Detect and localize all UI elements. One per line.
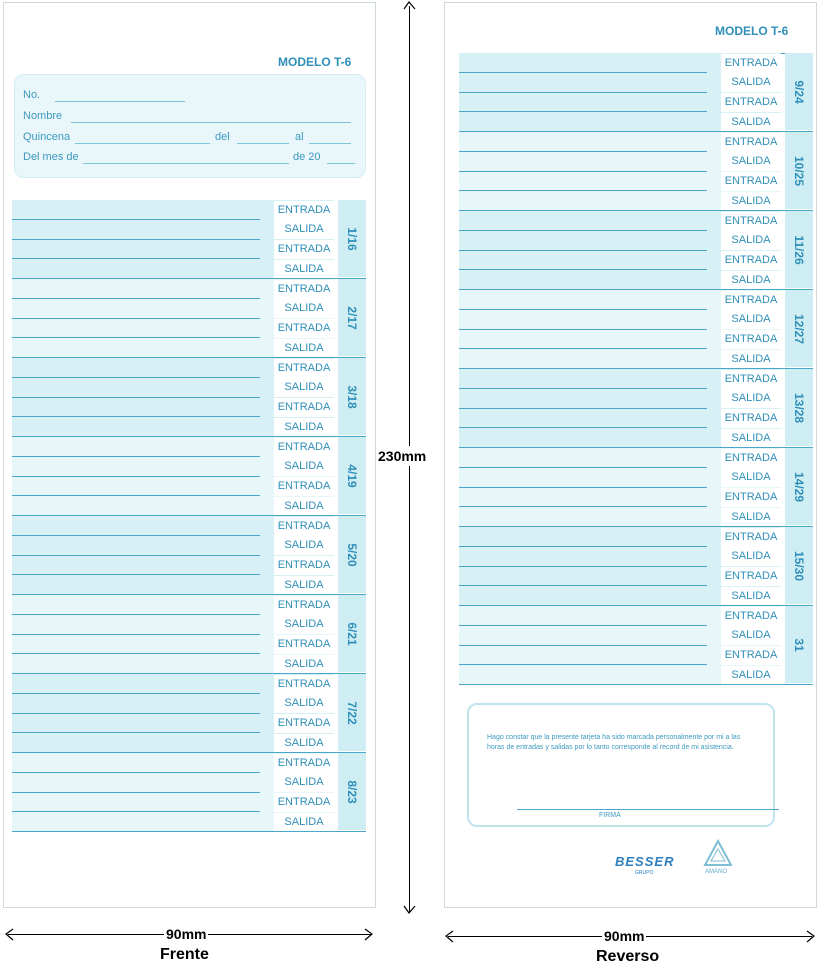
back-salida-label: SALIDA: [721, 192, 781, 211]
back-salida-label: SALIDA: [721, 468, 781, 487]
front-entrada-label: ENTRADA: [274, 280, 334, 299]
front-day-label: 1/16: [345, 226, 359, 251]
back-entrada-label: ENTRADA: [721, 330, 781, 349]
no-line[interactable]: [55, 101, 185, 102]
front-salida-label: SALIDA: [274, 615, 334, 634]
back-entrada-label: ENTRADA: [721, 646, 781, 665]
besser-logo: BESSER: [615, 854, 675, 869]
back-day-label: 9/24: [792, 79, 806, 104]
front-entrada-label: ENTRADA: [274, 635, 334, 654]
back-time-line[interactable]: [459, 546, 707, 547]
back-salida-label: SALIDA: [721, 271, 781, 290]
back-time-line[interactable]: [459, 645, 707, 646]
front-day-label: 3/18: [345, 384, 359, 409]
front-arrow-left-icon: [4, 928, 14, 941]
arrow-down-icon: [403, 905, 416, 915]
front-salida-label: SALIDA: [274, 457, 334, 476]
quincena-label: Quincena: [23, 131, 71, 143]
back-entrada-label: ENTRADA: [721, 409, 781, 428]
front-salida-label: SALIDA: [274, 536, 334, 555]
front-time-line[interactable]: [12, 614, 260, 615]
front-time-line[interactable]: [12, 397, 260, 398]
de20-label: de 20: [293, 151, 321, 163]
front-time-line[interactable]: [12, 377, 260, 378]
front-arrow-right-icon: [364, 928, 374, 941]
front-entrada-label: ENTRADA: [274, 556, 334, 575]
front-entrada-label: ENTRADA: [274, 319, 334, 338]
back-arrow-left-icon: [444, 930, 454, 943]
back-time-line[interactable]: [459, 171, 707, 172]
back-salida-label: SALIDA: [721, 666, 781, 685]
back-time-line[interactable]: [459, 388, 707, 389]
back-time-line[interactable]: [459, 151, 707, 152]
back-salida-label: SALIDA: [721, 350, 781, 369]
front-salida-label: SALIDA: [274, 220, 334, 239]
front-time-line[interactable]: [12, 792, 260, 793]
front-day-label: 8/23: [345, 779, 359, 804]
front-width-label: 90mm: [166, 926, 207, 942]
back-time-line[interactable]: [459, 566, 707, 567]
front-entrada-label: ENTRADA: [274, 201, 334, 220]
front-time-line[interactable]: [12, 476, 260, 477]
front-salida-label: SALIDA: [274, 773, 334, 792]
amano-label: AMANO: [705, 869, 728, 875]
back-time-line[interactable]: [459, 467, 707, 468]
arrow-up-icon: [403, 0, 416, 10]
front-entrada-label: ENTRADA: [274, 359, 334, 378]
delmes-label: Del mes de: [23, 151, 79, 163]
back-arrow-right-icon: [806, 930, 816, 943]
back-salida-label: SALIDA: [721, 626, 781, 645]
firma-label: FIRMA: [599, 812, 621, 819]
header-form-box: [14, 74, 366, 178]
back-salida-label: SALIDA: [721, 231, 781, 250]
al-line[interactable]: [309, 143, 351, 144]
front-time-line[interactable]: [12, 298, 260, 299]
back-entrada-label: ENTRADA: [721, 528, 781, 547]
front-time-line[interactable]: [12, 337, 260, 338]
al-label: al: [295, 131, 304, 143]
back-entrada-label: ENTRADA: [721, 488, 781, 507]
back-time-line[interactable]: [459, 408, 707, 409]
front-day-label: 2/17: [345, 305, 359, 330]
front-time-line[interactable]: [12, 772, 260, 773]
back-day-label: 12/27: [792, 313, 806, 344]
front-salida-label: SALIDA: [274, 655, 334, 674]
back-time-line[interactable]: [459, 269, 707, 270]
front-day-label: 5/20: [345, 542, 359, 567]
front-salida-label: SALIDA: [274, 260, 334, 279]
front-time-line[interactable]: [12, 535, 260, 536]
front-time-line[interactable]: [12, 634, 260, 635]
back-time-line[interactable]: [459, 625, 707, 626]
back-salida-label: SALIDA: [721, 587, 781, 606]
besser-sub: GRUPO: [635, 870, 654, 876]
back-entrada-label: ENTRADA: [721, 212, 781, 231]
back-day-label: 13/28: [792, 392, 806, 423]
back-time-line[interactable]: [459, 230, 707, 231]
back-salida-label: SALIDA: [721, 310, 781, 329]
del-line[interactable]: [237, 143, 289, 144]
front-time-line[interactable]: [12, 555, 260, 556]
front-entrada-label: ENTRADA: [274, 675, 334, 694]
front-time-grid: [12, 200, 366, 832]
back-entrada-label: ENTRADA: [721, 251, 781, 270]
front-salida-label: SALIDA: [274, 497, 334, 516]
front-time-line[interactable]: [12, 219, 260, 220]
front-salida-label: SALIDA: [274, 576, 334, 595]
back-model-label: MODELO T-6: [715, 24, 789, 38]
signature-line[interactable]: [517, 809, 779, 810]
quincena-line[interactable]: [75, 143, 210, 144]
back-entrada-label: ENTRADA: [721, 449, 781, 468]
back-day-label: 15/30: [792, 550, 806, 581]
back-entrada-label: ENTRADA: [721, 607, 781, 626]
front-time-line[interactable]: [12, 693, 260, 694]
front-salida-label: SALIDA: [274, 694, 334, 713]
back-time-line[interactable]: [459, 348, 707, 349]
front-entrada-label: ENTRADA: [274, 438, 334, 457]
back-time-line[interactable]: [459, 329, 707, 330]
declaration-box: [467, 703, 775, 827]
front-entrada-label: ENTRADA: [274, 398, 334, 417]
back-salida-label: SALIDA: [721, 547, 781, 566]
back-entrada-label: ENTRADA: [721, 172, 781, 191]
front-day-label: 6/21: [345, 621, 359, 646]
front-time-line[interactable]: [12, 574, 260, 575]
front-entrada-label: ENTRADA: [274, 477, 334, 496]
declaration-text: Hago constar que la presente tarjeta ha sido marcada personalmente por mi a las horas de entradas y salidas por lo tanto corresponde al record de mi asistencia.: [487, 734, 741, 751]
front-entrada-label: ENTRADA: [274, 596, 334, 615]
back-salida-label: SALIDA: [721, 429, 781, 448]
front-time-line[interactable]: [12, 713, 260, 714]
back-time-line[interactable]: [459, 664, 707, 665]
back-day-label: 31: [792, 637, 806, 652]
front-salida-label: SALIDA: [274, 418, 334, 437]
back-time-line[interactable]: [459, 92, 707, 93]
back-time-line[interactable]: [459, 427, 707, 428]
front-salida-label: SALIDA: [274, 734, 334, 753]
back-salida-label: SALIDA: [721, 508, 781, 527]
front-day-label: 4/19: [345, 463, 359, 488]
back-card: [444, 2, 817, 908]
back-salida-label: SALIDA: [721, 152, 781, 171]
back-time-line[interactable]: [459, 309, 707, 310]
front-time-line[interactable]: [12, 732, 260, 733]
back-time-grid: [459, 53, 813, 685]
front-card: [3, 2, 376, 908]
back-time-line[interactable]: [459, 506, 707, 507]
back-entrada-label: ENTRADA: [721, 133, 781, 152]
front-salida-label: SALIDA: [274, 813, 334, 832]
front-model-label: MODELO T-6: [278, 55, 352, 69]
back-day-label: 14/29: [792, 471, 806, 502]
front-entrada-label: ENTRADA: [274, 240, 334, 259]
front-entrada-label: ENTRADA: [274, 517, 334, 536]
front-entrada-label: ENTRADA: [274, 714, 334, 733]
back-entrada-label: ENTRADA: [721, 93, 781, 112]
front-caption: Frente: [160, 946, 209, 963]
back-entrada-label: ENTRADA: [721, 54, 781, 73]
delmes-line[interactable]: [83, 163, 289, 164]
nombre-label: Nombre: [23, 110, 63, 122]
back-day-label: 10/25: [792, 155, 806, 186]
back-salida-label: SALIDA: [721, 389, 781, 408]
back-time-line[interactable]: [459, 111, 707, 112]
back-salida-label: SALIDA: [721, 113, 781, 132]
back-entrada-label: ENTRADA: [721, 567, 781, 586]
back-time-line[interactable]: [459, 72, 707, 73]
front-time-line[interactable]: [12, 653, 260, 654]
back-caption: Reverso: [596, 948, 660, 965]
front-block-separator: [12, 831, 366, 832]
back-salida-label: SALIDA: [721, 73, 781, 92]
back-entrada-label: ENTRADA: [721, 291, 781, 310]
front-time-line[interactable]: [12, 456, 260, 457]
nombre-line[interactable]: [71, 122, 351, 123]
front-entrada-label: ENTRADA: [274, 754, 334, 773]
front-entrada-label: ENTRADA: [274, 793, 334, 812]
amano-logo-icon: [703, 839, 733, 867]
back-time-line[interactable]: [459, 190, 707, 191]
year-line[interactable]: [327, 163, 355, 164]
front-time-line[interactable]: [12, 258, 260, 259]
height-label: 230mm: [378, 448, 427, 464]
front-time-line[interactable]: [12, 239, 260, 240]
front-salida-label: SALIDA: [274, 299, 334, 318]
front-salida-label: SALIDA: [274, 339, 334, 358]
no-label: No.: [23, 89, 41, 101]
back-entrada-label: ENTRADA: [721, 370, 781, 389]
front-time-line[interactable]: [12, 416, 260, 417]
front-time-line[interactable]: [12, 811, 260, 812]
front-day-label: 7/22: [345, 700, 359, 725]
back-time-line[interactable]: [459, 487, 707, 488]
front-time-line[interactable]: [12, 318, 260, 319]
back-day-label: 11/26: [792, 234, 806, 265]
back-block-separator: [459, 684, 813, 685]
back-time-line[interactable]: [459, 585, 707, 586]
front-salida-label: SALIDA: [274, 378, 334, 397]
back-width-label: 90mm: [604, 928, 645, 944]
del-label: del: [215, 131, 230, 143]
back-time-line[interactable]: [459, 250, 707, 251]
front-time-line[interactable]: [12, 495, 260, 496]
